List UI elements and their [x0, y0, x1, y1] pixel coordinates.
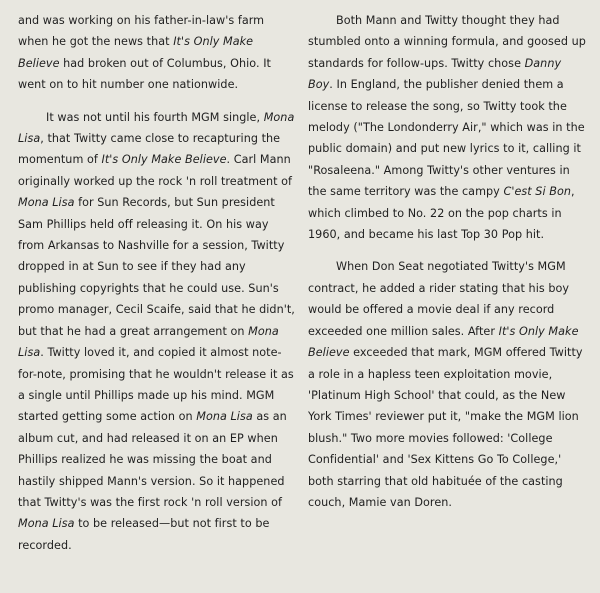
- text-segment: as an album cut, and had released it on an EP when Phillips realized he was missing the boat and hastily shipped Mann's version. So it happened that Twitty's was the first rock 'n roll version of: [18, 410, 287, 509]
- italic-title: C'est Si Bon: [503, 185, 571, 199]
- italic-title: It's Only Make Believe: [18, 35, 254, 70]
- italic-title: Mona Lisa: [18, 517, 75, 531]
- left-column: [18, 10, 296, 567]
- italic-title: Mona Lisa: [18, 324, 279, 360]
- paragraph: [308, 256, 588, 513]
- italic-title: Danny Boy: [308, 56, 562, 92]
- italic-title: It's Only Make Believe: [308, 324, 579, 360]
- text-segment: . Twitty loved it, and copied it almost note-for-note, promising that he wouldn't release it as a single until Phillips made up his mind. MGM started getting some action on: [18, 346, 294, 424]
- paragraph: [18, 107, 296, 557]
- italic-title: Mona Lisa: [18, 196, 75, 210]
- paragraph: [18, 10, 296, 96]
- paragraph: [308, 10, 588, 245]
- text-segment: and was working on his father-in-law's farm when he got the news that: [18, 14, 265, 49]
- text-segment: , that Twitty came close to recapturing the momentum of: [18, 132, 281, 167]
- italic-title: It's Only Make Believe: [101, 153, 227, 167]
- text-segment: for Sun Records, but Sun president Sam Phillips held off releasing it. On his way from Arkansas to Nashville for a session, Twitty dropped in at Sun to see if they had any publishing copyrights that he could use. Sun's promo manager, Cecil Scaife, said that he didn't, but that he had a great arrangement on: [18, 196, 295, 338]
- text-segment: had broken out of Columbus, Ohio. It went on to hit number one nationwide.: [18, 56, 271, 92]
- text-segment: to be released—but not first to be recorded.: [18, 517, 270, 552]
- text-segment: exceeded that mark, MGM offered Twitty a role in a hapless teen exploitation movie, 'Platinum High School' that could, as the New York Times' reviewer put it, "make the MGM lion blush." Two more movies followed: 'College Confidential' and 'Sex Kittens Go To College,' both starring that old habituée of the casting couch, Mamie van Doren.: [308, 346, 583, 509]
- text-segment: . In England, the publisher denied them a license to release the song, so Twitty took the melody ("The Londonderry Air," which was in the public domain) and put new lyrics to it, calling it "Rosaleena." Among Twitty's other ventures in the same territory was the campy: [308, 78, 585, 199]
- italic-title: Mona Lisa: [196, 410, 253, 424]
- text-segment: . Carl Mann originally worked up the rock 'n roll treatment of: [18, 153, 293, 188]
- text-segment: , which climbed to No. 22 on the pop charts in 1960, and became his last Top 30 Pop hit.: [308, 185, 575, 242]
- text-segment: It was not until his fourth MGM single,: [46, 110, 264, 124]
- right-column: [308, 10, 588, 524]
- text-segment: Both Mann and Twitty thought they had stumbled onto a winning formula, and goosed up standards for follow-ups. Twitty chose: [308, 14, 586, 70]
- text-segment: When Don Seat negotiated Twitty's MGM contract, he added a rider stating that his boy would be offered a movie deal if any record exceeded one million sales. After: [308, 260, 570, 338]
- italic-title: Mona Lisa: [18, 110, 295, 146]
